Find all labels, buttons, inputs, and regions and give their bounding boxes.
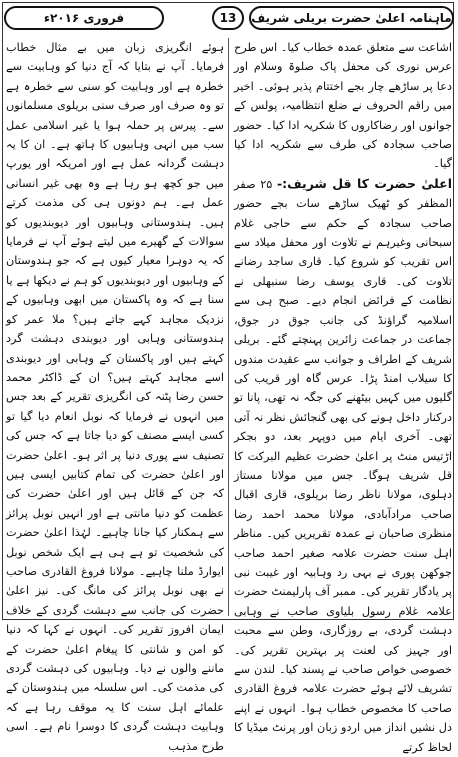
left-column	[6, 38, 224, 753]
magazine-title: ماہنامہ اعلیٰ حضرت بریلی شریف	[251, 11, 452, 25]
section-heading: اعلیٰ حضرت کا قل شریف:-	[276, 175, 452, 191]
issue-date-badge	[4, 6, 164, 30]
issue-date: فروری ۲۰۱۶ء	[43, 11, 125, 25]
page-number: 13	[219, 11, 237, 25]
page-header	[4, 4, 454, 32]
column-divider	[228, 38, 229, 616]
right-paragraph-2-body: ۲۵ صفر المظفر کو ٹھیک ساڑھے سات بجے حضور صاحب سجادہ کے حکم سے حاجی غلام سبحانی وغیرہم نے تلاوت اور محفل میلاد سے اس تقریب کو شروع کیا۔ قاری ساجد رضانے تلاوت کی۔ قاری یوسف رضا سنبھلی نے نظامت کے فرائض انجام دیے۔ صبح ہی سے اسلامیہ گراؤنڈ کی جانب جوق در جوق، جماعت در جماعت زائرین پہنچتے گئے۔ بریلی شریف کے اطراف و جوانب سے عقیدت مندوں کا سیلاب امنڈ پڑا۔ عرس گاہ اور قریب کی گلیوں میں کہیں بیٹھنے کی جگہ نہ تھی، پانا تو درکنار داخل ہونے کی بھی گنجائش نظر نہ آتی تھی۔ آخری ایام میں دوپہر بعد، دو بجکر اڑتیس منٹ پر اعلیٰ حضرت عظیم البرکت کا قل شریف ہوگا۔ جس میں مولانا مستاز دہلوی، مولانا ناظر رضا بریلوی، قاری اقبال صاحب مرادآبادی، مولانا محمد احمد رضا منظری صاحبان نے عمدہ تقریریں کیں۔ مناظر اہل سنت حضرت علامہ صغیر احمد صاحب جوکھن پوری نے بہی رد وہابیہ اور غیبت نبی پر یادگار تقریر کی۔ ممبر آف پارلیمنٹ حضرت علامہ غلام رسول بلیاوی صاحب نے وہابی دہشت گردی، بے روزگاری، وطن سے محبت اور جہیز کی لعنت پر بہترین تقریر کی۔ خصوصی خواص صاحب نے پسند کیا۔ لندن سے تشریف لائے ہوئے حضرت علامہ فروغ القادری صاحب کا مخصوص خطاب ہوا۔ انہوں نے اپنے دل نشیں انداز میں اردو زبان اور پرنٹ میڈیا کا لحاظ کرتے	[234, 177, 452, 754]
left-paragraph-1: ہوئے انگریزی زبان میں بے مثال خطاب فرمایا۔ آپ نے بتایا کہ آج دنیا کو وہابیت سے خطرہ ہے اور وہابیت کو سنی سے خطرہ ہے تو وہ صرف اور صرف سنی بریلوی مسلمانوں سے۔ پیرس پر حملہ ہوا یا غیر اسلامی عمل سب میں انہی وہابیوں کا ہاتھ ہے۔ ان کا یہ دہشت گردانہ عمل ہے اور امریکہ اور یورپ میں جو کچھ ہو رہا ہے وہ بھی غیر انسانی عمل ہے۔ ہم دونوں ہی کی مذمت کرتے ہیں۔ ہندوستانی وہابیوں اور دیوبندیوں کو سوالات کے گھیرے میں لیتے ہوئے آپ نے فرمایا کہ یہ دوہرا معیار کیوں ہے کہ جو ہندوستان کے وہابیوں اور دیوبندیوں کو ہم نے دیکھا ہے یا سنا ہے کہ وہ پاکستان میں ابھی وہابیوں کے نزدیک مجاہد کہے جاتے ہیں؟ ملا عمر کو ہندوستانی وہابی اور دیوبندی دہشت گرد کہتے ہیں اور پاکستان کے وہابی اور دیوبندی اسے مجاہد کہتے ہیں؟ ان کے ڈاکٹر محمد حسن رضا پٹنہ کی انگریزی تقریر کے بعد جس میں انہوں نے فرمایا کہ نوبل انعام دیا گیا تو کسی ایسے مصنف کو دیا جاتا ہے کہ جس کی تصنیف سے پوری دنیا پر اثر ہو۔ اعلیٰ حضرت اور اعلیٰ حضرت کی تمام کتابیں ایسی ہیں کہ جن کے قائل ہیں اور اعلیٰ حضرت کی عظمت کو دنیا مانتی ہے اور انہیں نوبل پرائز سے ہمکنار کیا جانا چاہیے۔ لہٰذا اعلیٰ حضرت کی شخصیت تو ہے ہی ہے ایک شخص نوبل ایوارڈ ملنا چاہیے۔ مولانا فروغ القادری صاحب نے بھی نوبل پرائز کی مانگ کی۔ نیز اعلیٰ حضرت کی جانب سے دہشت گردی کے خلاف ایمان افروز تقریر کی۔ انہوں نے کہا کہ دنیا کو امن و شانتی کا پیغام اعلیٰ حضرت کے ماننے والوں نے دیا۔ وہابیوں کی دہشت گردی کی مذمت کی۔ اس سلسلہ میں ہندوستان کے علمائے اہل سنت کا یہ موقف رہا ہے کہ وہابیت دہشت گردی کا دوسرا نام ہے۔ اسی طرح مذہب	[6, 41, 224, 753]
right-paragraph-1: اشاعت سے متعلق عمدہ خطاب کیا۔ اس طرح عرس نوری کی محفل پاک صلوۃ وسلام اور دعا پر ساڑھے چار بجے اختتام پذیر ہوئی۔ اخیر میں راقم الحروف نے ضلع انتظامیہ، پولس کے جوانوں اور رضاکاروں کا شکریہ ادا کیا۔ حضور صاحب سجادہ کی طرف سے شکریہ ادا کیا گیا۔	[234, 41, 452, 171]
page-number-badge	[212, 6, 244, 30]
right-column	[234, 38, 452, 754]
right-paragraph-2	[234, 174, 452, 757]
magazine-title-badge	[249, 6, 454, 30]
